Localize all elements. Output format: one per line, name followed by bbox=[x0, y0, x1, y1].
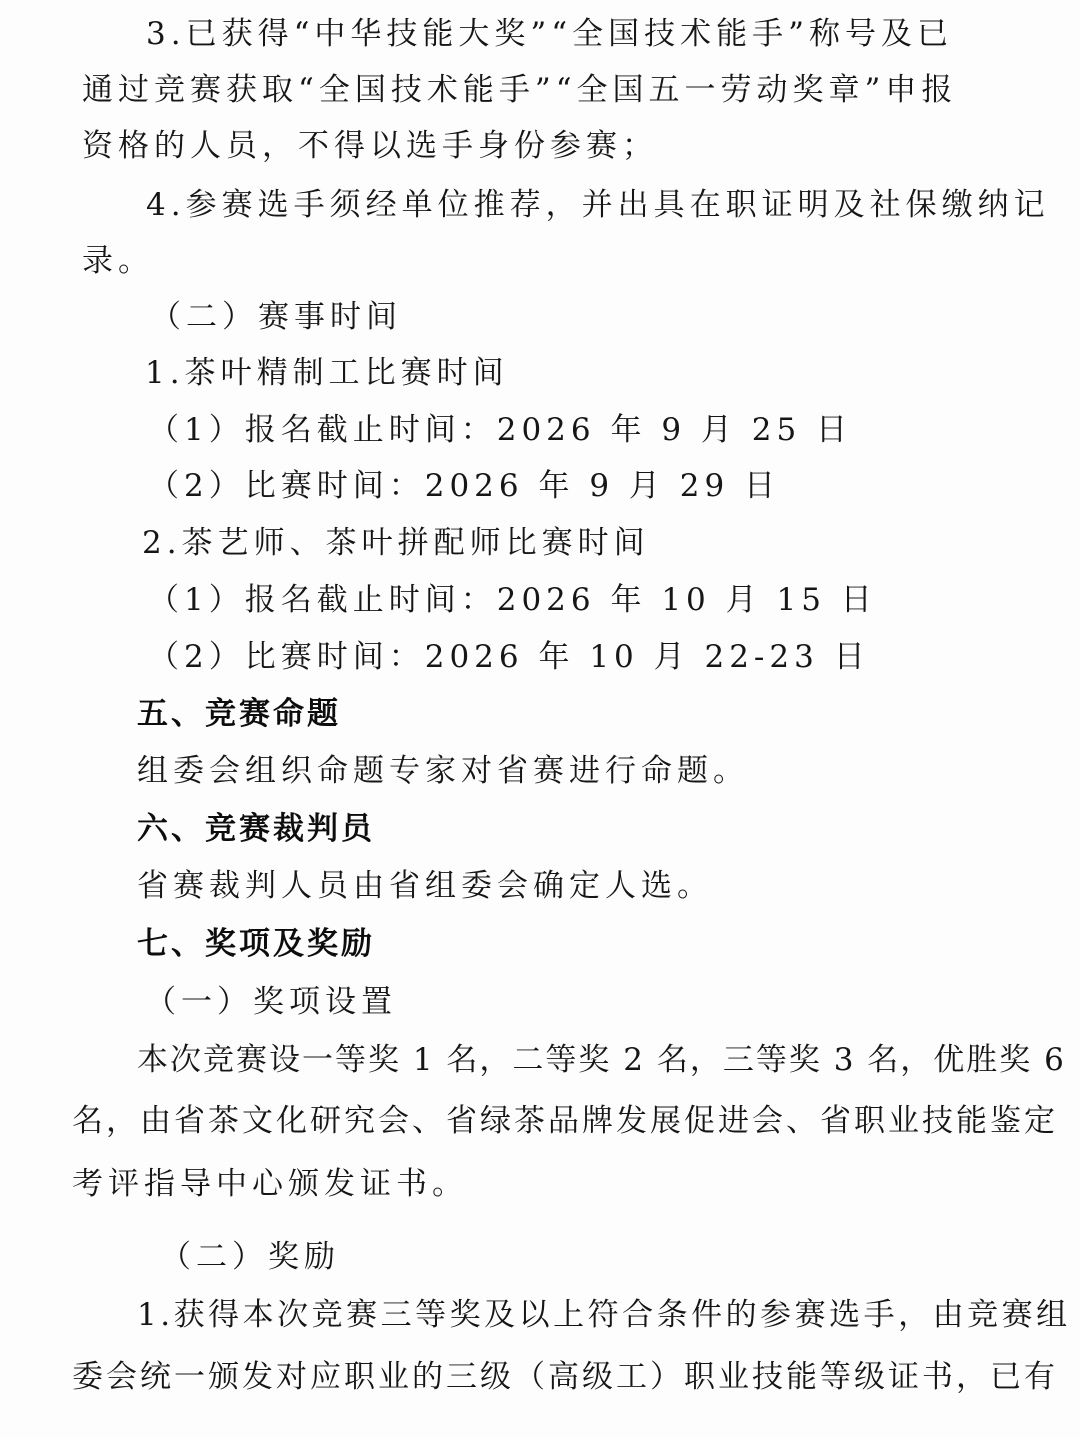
schedule-2-title: 2.茶艺师、茶叶拼配师比赛时间 bbox=[142, 525, 650, 561]
schedule-2-date: （2）比赛时间：2026 年 10 月 22-23 日 bbox=[148, 639, 870, 675]
sub-heading-schedule: （二）赛事时间 bbox=[150, 299, 402, 335]
schedule-1-deadline: （1）报名截止时间：2026 年 9 月 25 日 bbox=[148, 412, 853, 448]
item-3-line-3: 资格的人员，不得以选手身份参赛； bbox=[82, 128, 658, 164]
item-4-line-1: 4.参赛选手须经单位推荐，并出具在职证明及社保缴纳记 bbox=[146, 187, 1050, 223]
schedule-2-deadline: （1）报名截止时间：2026 年 10 月 15 日 bbox=[148, 582, 877, 618]
paragraph-6: 省赛裁判人员由省组委会确定人选。 bbox=[137, 868, 713, 904]
heading-6: 六、竞赛裁判员 bbox=[137, 811, 375, 847]
item-3-line-1: 3.已获得“中华技能大奖”“全国技术能手”称号及已 bbox=[146, 16, 953, 52]
awards-line-2: 名，由省茶文化研究会、省绿茶品牌发展促进会、省职业技能鉴定 bbox=[72, 1103, 1058, 1139]
sub-heading-rewards: （二）奖励 bbox=[160, 1239, 340, 1275]
schedule-1-date: （2）比赛时间：2026 年 9 月 29 日 bbox=[148, 468, 781, 504]
awards-line-1: 本次竞赛设一等奖 1 名，二等奖 2 名，三等奖 3 名，优胜奖 6 bbox=[137, 1042, 1066, 1078]
rewards-line-2: 委会统一颁发对应职业的三级（高级工）职业技能等级证书，已有 bbox=[72, 1359, 1058, 1395]
awards-line-3: 考评指导中心颁发证书。 bbox=[72, 1166, 468, 1202]
paragraph-5: 组委会组织命题专家对省赛进行命题。 bbox=[137, 753, 749, 789]
item-4-line-2: 录。 bbox=[82, 243, 154, 279]
item-3-line-2: 通过竞赛获取“全国技术能手”“全国五一劳动奖章”申报 bbox=[82, 72, 958, 108]
schedule-1-title: 1.茶叶精制工比赛时间 bbox=[145, 355, 509, 391]
heading-5: 五、竞赛命题 bbox=[137, 696, 341, 732]
sub-heading-awards: （一）奖项设置 bbox=[145, 984, 397, 1020]
rewards-line-1: 1.获得本次竞赛三等奖及以上符合条件的参赛选手，由竞赛组 bbox=[137, 1297, 1071, 1333]
heading-7: 七、奖项及奖励 bbox=[137, 926, 375, 962]
